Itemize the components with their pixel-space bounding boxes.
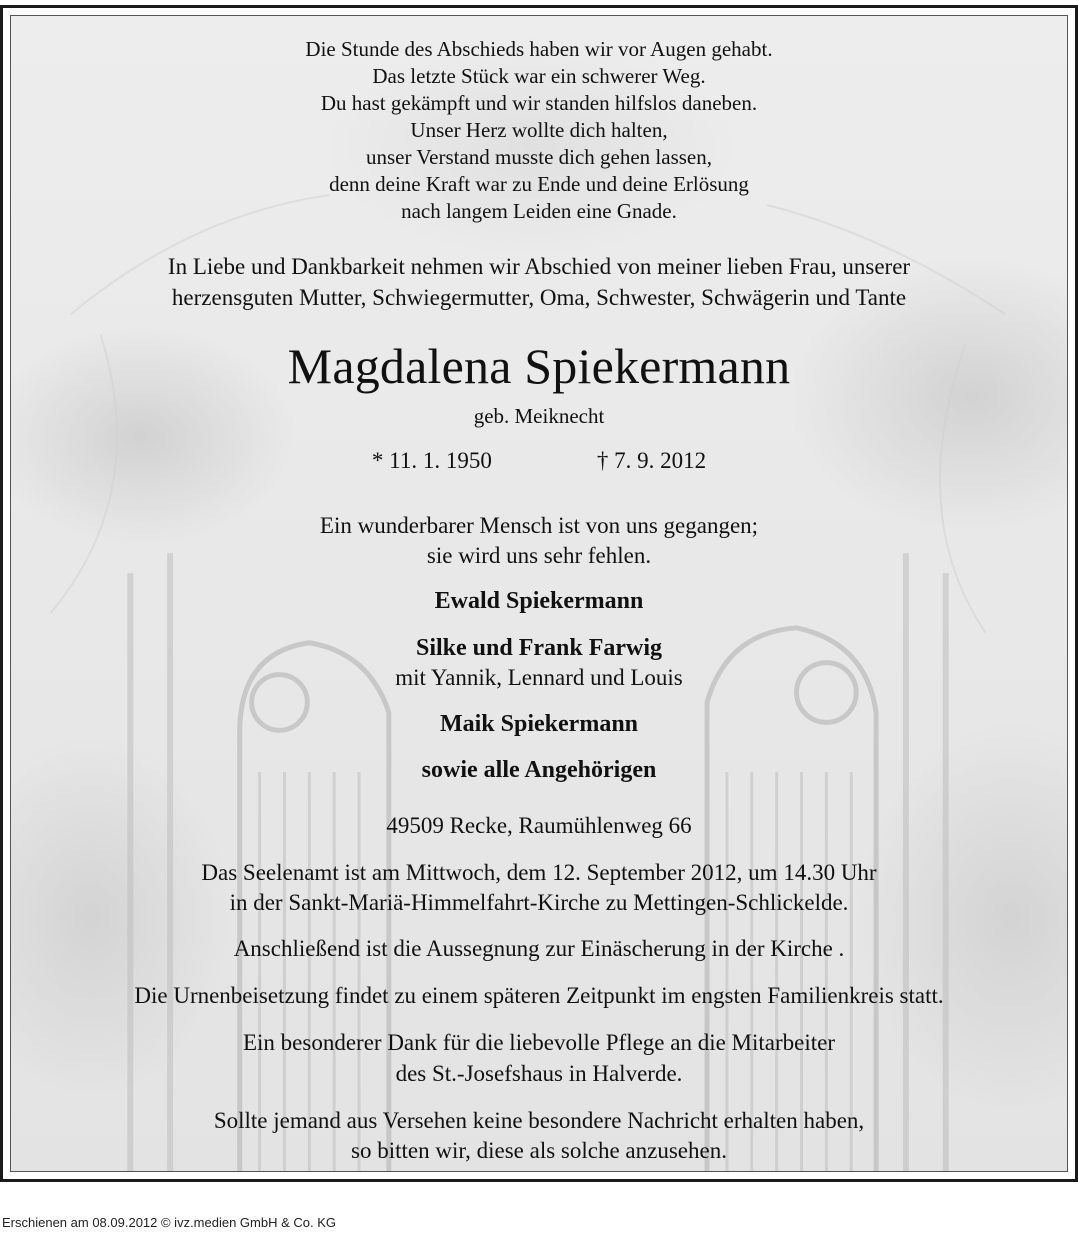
tribute-line: sie wird uns sehr fehlen. bbox=[426, 543, 652, 568]
poem-line: Du hast gekämpft und wir standen hilfslos daneben. bbox=[320, 91, 758, 115]
mourner-grandchildren: mit Yannik, Lennard und Louis bbox=[395, 665, 683, 690]
blessing-notice: Anschließend ist die Aussegnung zur Einäscherung in der Kirche . bbox=[233, 936, 845, 961]
service-line: in der Sankt-Mariä-Himmelfahrt-Kirche zu Mettingen-Schlickelde. bbox=[229, 890, 849, 915]
life-dates bbox=[11, 446, 1067, 479]
poem-line: Das letzte Stück war ein schwerer Weg. bbox=[372, 64, 706, 88]
maiden-name: geb. Meiknecht bbox=[473, 404, 605, 428]
publication-credit: Erschienen am 08.09.2012 © ivz.medien GmbH & Co. KG bbox=[2, 1215, 337, 1230]
thanks-line: des St.-Josefshaus in Halverde. bbox=[395, 1061, 683, 1086]
intro-line: herzensguten Mutter, Schwiegermutter, Oma, Schwester, Schwägerin und Tante bbox=[171, 285, 907, 310]
mourner-son: Maik Spiekermann bbox=[439, 711, 639, 737]
obituary-background bbox=[10, 15, 1068, 1172]
closing-line: so bitten wir, diese als solche anzusehen. bbox=[351, 1138, 727, 1163]
mourner-relatives: sowie alle Angehörigen bbox=[421, 757, 657, 783]
mourner-spouse: Ewald Spiekermann bbox=[434, 588, 644, 614]
poem-line: nach langem Leiden eine Gnade. bbox=[401, 199, 677, 223]
poem-line: denn deine Kraft war zu Ende und deine Erlösung bbox=[329, 172, 749, 196]
address: 49509 Recke, Raumühlenweg 66 bbox=[386, 813, 692, 838]
burial-notice: Die Urnenbeisetzung findet zu einem späteren Zeitpunkt im engsten Familienkreis statt. bbox=[134, 983, 944, 1008]
service-line: Das Seelenamt ist am Mittwoch, dem 12. September 2012, um 14.30 Uhr bbox=[201, 860, 877, 885]
poem-line: Unser Herz wollte dich halten, bbox=[410, 118, 668, 142]
thanks-line: Ein besonderer Dank für die liebevolle Pflege an die Mitarbeiter bbox=[242, 1030, 836, 1055]
birth-date: * 11. 1. 1950 bbox=[371, 448, 492, 473]
deceased-name: Magdalena Spiekermann bbox=[287, 338, 791, 394]
death-date: † 7. 9. 2012 bbox=[596, 448, 707, 473]
poem-line: Die Stunde des Abschieds haben wir vor Augen gehabt. bbox=[305, 37, 773, 61]
mourner-daughter-family: Silke und Frank Farwig bbox=[415, 635, 663, 661]
tribute-line: Ein wunderbarer Mensch ist von uns gegangen; bbox=[319, 513, 759, 538]
poem-line: unser Verstand musste dich gehen lassen, bbox=[365, 145, 713, 169]
intro-line: In Liebe und Dankbarkeit nehmen wir Abschied von meiner lieben Frau, unserer bbox=[167, 254, 911, 279]
obituary-frame bbox=[0, 5, 1078, 1182]
closing-line: Sollte jemand aus Versehen keine besondere Nachricht erhalten haben, bbox=[213, 1108, 865, 1133]
